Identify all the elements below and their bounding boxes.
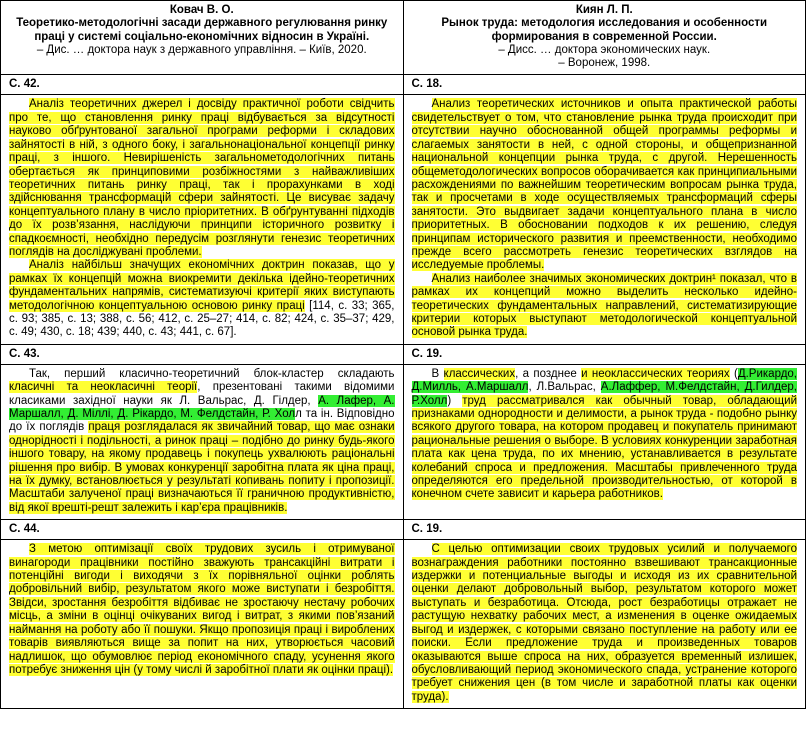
left-paragraph — [9, 543, 395, 677]
right-text-cell — [403, 364, 806, 519]
left-paragraph — [9, 98, 395, 259]
left-text-cell — [1, 95, 404, 344]
text-fragment: , Л.Вальрас, — [528, 381, 601, 394]
right-author: Киян Л. П. — [575, 4, 633, 16]
left-page-ref: С. 42. — [1, 75, 404, 95]
text-row — [1, 95, 806, 344]
left-paragraph — [9, 259, 395, 339]
right-page-ref: С. 19. — [403, 344, 806, 364]
text-fragment: Анализ наиболее значимых экономических доктрин¹ показал, что в рамках их концепций можно выделить несколько идейно-теоретических фундаментальных направлений, систематизирующие критерии которых выступают методологической концептуальной основой рынка труда. — [411, 272, 797, 339]
left-author: Ковач В. О. — [169, 4, 234, 16]
left-source: – Дис. … доктора наук з державного управління. – Київ, 2020. — [36, 43, 367, 56]
right-source-header — [403, 1, 806, 75]
left-text-cell — [1, 364, 404, 519]
text-fragment: , презентовані такими відомими класиками західної науки як Л. Вальрас, Д. Гілдер, — [9, 381, 395, 407]
text-fragment: [114, с. 33; 365, с. 93; 385, с. 13; 388, с. 56; 412, с. 25–27; 414, с. 82; 424, с. 35–37; 429, с. 49; 430, с. 18; 439; 440, с. 43; 441, с. 67]. — [9, 299, 395, 339]
comparison-rows — [1, 75, 806, 709]
header-row — [1, 1, 806, 75]
page-ref-row — [1, 344, 806, 364]
text-fragment: Анализ теоретических источников и опыта практической работы свидетельствует о том, что становление рынка труда происходит при отсутствии научно обоснованной общей программы реформы и слагаемых занятости в ней, с одной стороны, и общепризнанной национальной концепции рынка труда, с другой. Нерешенность общеметодологических вопросов оборачивается как принципиальными расхождениями по важнейшим теоретическим вопросам рынка труда, так и просчетами в ходе осуществляемых трансформаций сферы занятости. Это выдвигает задачи концептуального плана в число приоритетных. В обосновании подходов к их решению, следуя принципам исторического развития и преемственности, необходимо прежде всего рассмотреть генезис теоретических взглядов на исследуемые проблемы. — [411, 98, 797, 272]
text-fragment: л та ін. Відповідно до їх поглядів — [9, 408, 395, 434]
right-text-cell — [403, 95, 806, 344]
right-text-cell — [403, 540, 806, 709]
text-fragment: и неоклассических теориях — [581, 367, 730, 380]
right-page-ref: С. 18. — [403, 75, 806, 95]
page-ref-row — [1, 75, 806, 95]
text-fragment: В — [431, 367, 444, 380]
text-fragment: , а позднее — [515, 367, 582, 380]
text-fragment: ) — [447, 394, 463, 407]
left-source-header — [1, 1, 404, 75]
text-row — [1, 364, 806, 519]
left-paragraph — [9, 368, 395, 515]
text-fragment: классических — [443, 367, 516, 380]
right-source: – Дисс. … доктора экономических наук. — [498, 43, 711, 56]
left-title: Теоретико-методологічні засади державного регулювання ринку праці у системі соціально-економічних відносин в Україні. — [16, 17, 388, 43]
author-names-highlight: А. Лафер, А. Маршалл, Д. Міллі, Д. Рікардо, М. Фелдстайн, Р. Хол — [9, 394, 395, 421]
left-text-cell — [1, 540, 404, 709]
left-page-ref: С. 43. — [1, 344, 404, 364]
text-fragment: С целью оптимизации своих трудовых усилий и получаемого вознаграждения работники постоянно взвешивают трансакционные издержки и потенциальные выгоды и исходя из их сравнительной оценки делают добровольный выбор, результатом которого может выступать и безработица. Отсюда, рост безработицы отражает не растущую нехватку рабочих мест, а изменения в оценке ожидаемых выгод и издержек, с которыми связано поступление на работу или ее поиски. Если предложение труда и произведенных товаров оказываются выше спроса на них, образуется временный излишек, обусловливающий период экономического спада, устранение которого требует снижения цен (в том числе и заработной платы как оценки труда). — [411, 543, 797, 703]
right-title: Рынок труда: методология исследования и особенности формирования в современной России. — [441, 17, 768, 43]
right-source-city: – Воронеж, 1998. — [558, 57, 651, 70]
text-fragment: ( — [729, 367, 738, 380]
right-page-ref: С. 19. — [403, 520, 806, 540]
page-ref-row — [1, 520, 806, 540]
right-paragraph — [412, 98, 798, 272]
author-names-highlight: Д.Рикардо, Д.Милль, А.Маршалл — [411, 367, 798, 394]
text-fragment: З метою оптимізації своїх трудових зусиль і отримуваної винагороди працівники постійно зважують трансакційні витрати і потенційні вигоди і виходячи з їх порівняльної оцінки роблять добровільний вибір, результатом якого може виступати і безробіття. Звідси, зростання безробіття відбиває не зростаючу нестачу робочих місць, а зміни в оцінці очікуваних вигод і витрат, з якими пов’язаний наймання на роботу або її пошуки. Якщо пропозиція праці і вироблених товарів виявляються вище за попит на них, утворюється часовий надлишок, що обумовлює період економічного спаду, усунення якого потребує зниження цін (у тому числі й заробітної плати як оцінки праці). — [9, 543, 395, 676]
text-fragment: Аналіз теоретичних джерел і досвіду практичної роботи свідчить про те, що становлення ринку праці відбувається за відсутності науково обґрунтованої загальної програми реформи і складових зайнятості в ній, з одного боку, і загальнонаціональної концепції ринку праці, з іншого. Невирішеність загальнометодологічних питань обертається як принциповими розбіжностями з найважливіших теоретичних питань ринку праці, так і прорахунками в ході здійснювання трансформацій сфери зайнятості. Це висуває задачу концептуального плану в число пріоритетних. В обґрунтуванні підходів до їх розв’язання, наслідуючи принципи історичного розвитку і спадкоємності, необхідно передусім розглянути генезис теоретичних поглядів на досліджувані проблеми. — [9, 98, 395, 258]
left-page-ref: С. 44. — [1, 520, 404, 540]
right-paragraph — [412, 273, 798, 340]
right-paragraph — [412, 368, 798, 502]
author-names-highlight: А.Лаффер, М.Фелдстайн, Д.Гилдер, Р.Холл — [411, 381, 797, 407]
right-paragraph — [412, 543, 798, 704]
text-fragment: Аналіз найбільш значущих економічних доктрин показав, що у рамках їх концепцій можна виокремити декілька ідейно-теоретичних фундаментальних напрямів, систематизуючі критерії яких виступають методологічною концептуальною основою ринку праці — [9, 259, 395, 312]
text-fragment: класичні та неокласичні теорії — [9, 381, 198, 394]
text-fragment: Так, перший класично-теоретичний блок-кластер складають — [29, 367, 395, 380]
text-row — [1, 540, 806, 709]
text-fragment: труд рассматривался как обычный товар, обладающий признаками однородности и делимости, а рынок труда - подобно рынку всякого другого товара, на котором продавец и покупатель принимают рациональные решения о выборе. В условиях конкуренции заработная плата как цена труда, по их мнению, устанавливается в результате колебаний спроса и предложения. Масштабы привлеченного труда определяются его предельной производительностью, от которой в конечном счете зависит и карьера работников. — [411, 394, 797, 501]
text-fragment: праця розглядалася як звичайний товар, що має ознаки однорідності і подільності, а ринок праці – подібно до ринку будь-якого іншого товару, на якому продавець і покупець ухвалюють раціональні рішення про вибір. В умовах конкуренції заробітна плата як ціна праці, на їх думку, встановлюється у результаті копивань попиту і пропозиції. Масштаби залученої праці визначаються її граничною продуктивністю, від якої врешті-решт залежить і кар’єра працівників. — [9, 421, 395, 514]
